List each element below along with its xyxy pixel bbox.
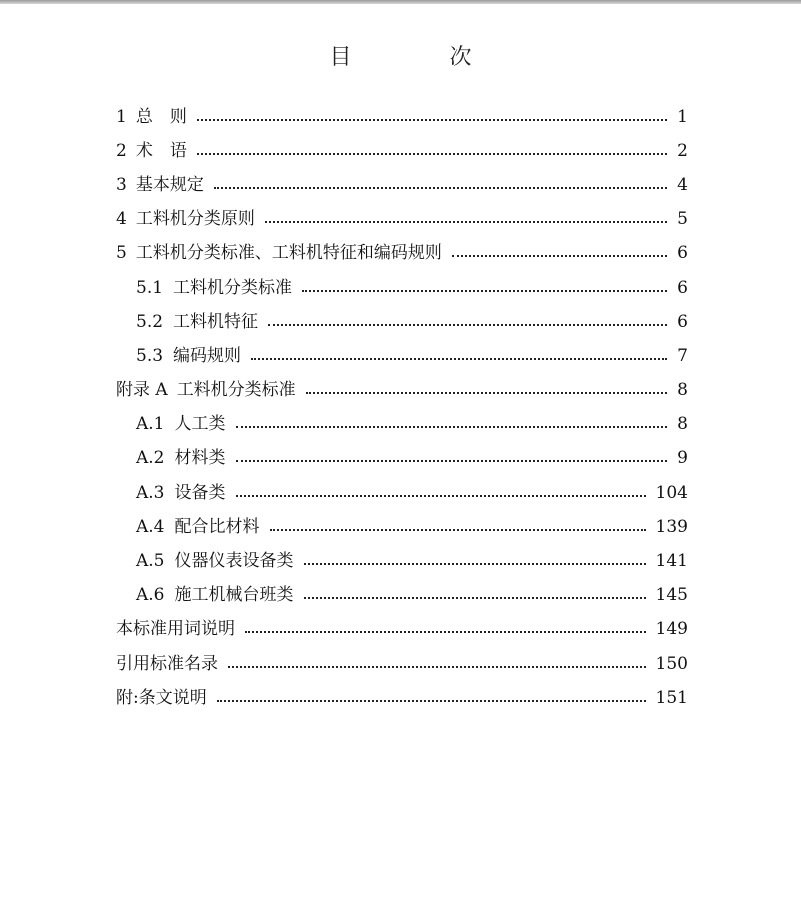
- toc-entry-number: 5.2: [136, 311, 164, 332]
- dot-leader: [245, 621, 646, 638]
- toc-entry-title: 材料类: [174, 448, 226, 469]
- dot-leader: [452, 245, 667, 262]
- toc-entry[interactable]: [0, 544, 801, 578]
- toc-entry-page: 9: [677, 448, 688, 469]
- dot-leader: [217, 690, 646, 707]
- toc-entry-title: 工料机分类标准: [176, 380, 296, 401]
- toc-entry-number: 1: [116, 106, 127, 127]
- toc-entry-page: 6: [677, 243, 688, 264]
- dot-leader: [270, 519, 646, 536]
- toc-entry[interactable]: [0, 168, 801, 202]
- toc-entry-page: 145: [655, 585, 688, 606]
- toc-entry[interactable]: [0, 647, 801, 681]
- toc-entry-page: 4: [677, 174, 688, 195]
- dot-leader: [236, 450, 668, 467]
- toc-entry-page: 151: [655, 687, 688, 708]
- toc-entry-title: 人工类: [174, 414, 226, 435]
- toc-entry-title: 本标准用词说明: [116, 619, 235, 640]
- toc-entry-title: 仪器仪表设备类: [174, 551, 294, 572]
- toc-entry-title: 施工机械台班类: [174, 585, 294, 606]
- toc-entry-title: 附:条文说明: [116, 687, 207, 708]
- dot-leader: [268, 314, 667, 331]
- toc-entry[interactable]: [0, 203, 801, 237]
- toc-entry-page: 6: [677, 277, 688, 298]
- toc-entry-title: 工料机分类原则: [135, 209, 255, 230]
- toc-entry-page: 8: [677, 380, 688, 401]
- toc-entry[interactable]: [0, 271, 801, 305]
- toc-entry-page: 150: [655, 653, 688, 674]
- dot-leader: [304, 587, 646, 604]
- toc-entry[interactable]: [0, 339, 801, 373]
- toc-entry-page: 2: [677, 140, 688, 161]
- toc-entry-page: 7: [677, 345, 688, 366]
- dot-leader: [265, 211, 667, 228]
- toc-entry-number: 5: [116, 243, 127, 264]
- dot-leader: [197, 109, 667, 126]
- toc-entry[interactable]: [0, 476, 801, 510]
- toc-entry-page: 5: [677, 209, 688, 230]
- toc-entry-number: A.4: [136, 516, 165, 537]
- toc-entry-title: 引用标准名录: [116, 653, 218, 674]
- dot-leader: [302, 280, 667, 297]
- toc-entry[interactable]: [0, 374, 801, 408]
- toc-entry-number: A.6: [136, 585, 165, 606]
- dot-leader: [228, 656, 646, 673]
- toc-entry-page: 104: [655, 482, 688, 503]
- toc-entry-number: 4: [116, 209, 127, 230]
- toc-entry[interactable]: [0, 134, 801, 168]
- toc-entry-page: 149: [655, 619, 688, 640]
- toc-entry-title: 基本规定: [135, 174, 204, 195]
- toc-entry[interactable]: [0, 613, 801, 647]
- toc-entry-page: 141: [655, 551, 688, 572]
- dot-leader: [306, 382, 667, 399]
- toc-entry-number: A.2: [136, 448, 165, 469]
- table-of-contents: [0, 100, 801, 715]
- toc-entry[interactable]: [0, 100, 801, 134]
- toc-entry-page: 1: [677, 106, 688, 127]
- dot-leader: [236, 416, 668, 433]
- toc-entry-number: 3: [116, 174, 127, 195]
- toc-entry-number: 5.1: [136, 277, 164, 298]
- toc-entry-title: 术 语: [135, 140, 187, 161]
- toc-entry-title: 工料机特征: [173, 311, 259, 332]
- toc-entry-number: 2: [116, 140, 127, 161]
- toc-entry-number: A.5: [136, 551, 165, 572]
- toc-entry[interactable]: [0, 305, 801, 339]
- toc-entry-title: 工料机分类标准、工料机特征和编码规则: [135, 243, 442, 264]
- toc-entry-page: 139: [655, 516, 688, 537]
- toc-entry-title: 工料机分类标准: [173, 277, 293, 298]
- toc-entry-number: A.1: [136, 414, 165, 435]
- toc-entry[interactable]: [0, 681, 801, 715]
- dot-leader: [304, 553, 646, 570]
- dot-leader: [236, 485, 646, 502]
- toc-entry[interactable]: [0, 408, 801, 442]
- toc-entry[interactable]: [0, 579, 801, 613]
- top-border: [0, 0, 801, 4]
- toc-entry[interactable]: [0, 510, 801, 544]
- dot-leader: [251, 348, 667, 365]
- dot-leader: [214, 177, 667, 194]
- dot-leader: [197, 143, 667, 160]
- toc-entry-title: 设备类: [174, 482, 226, 503]
- toc-entry-number: 附录 A: [116, 380, 168, 401]
- toc-entry-page: 8: [677, 414, 688, 435]
- toc-entry-title: 配合比材料: [174, 516, 260, 537]
- toc-entry[interactable]: [0, 237, 801, 271]
- toc-entry-page: 6: [677, 311, 688, 332]
- toc-entry-title: 总 则: [135, 106, 187, 127]
- toc-entry[interactable]: [0, 442, 801, 476]
- toc-entry-title: 编码规则: [173, 345, 242, 366]
- page-title: 目 次: [329, 45, 510, 70]
- toc-entry-number: A.3: [136, 482, 165, 503]
- toc-entry-number: 5.3: [136, 345, 164, 366]
